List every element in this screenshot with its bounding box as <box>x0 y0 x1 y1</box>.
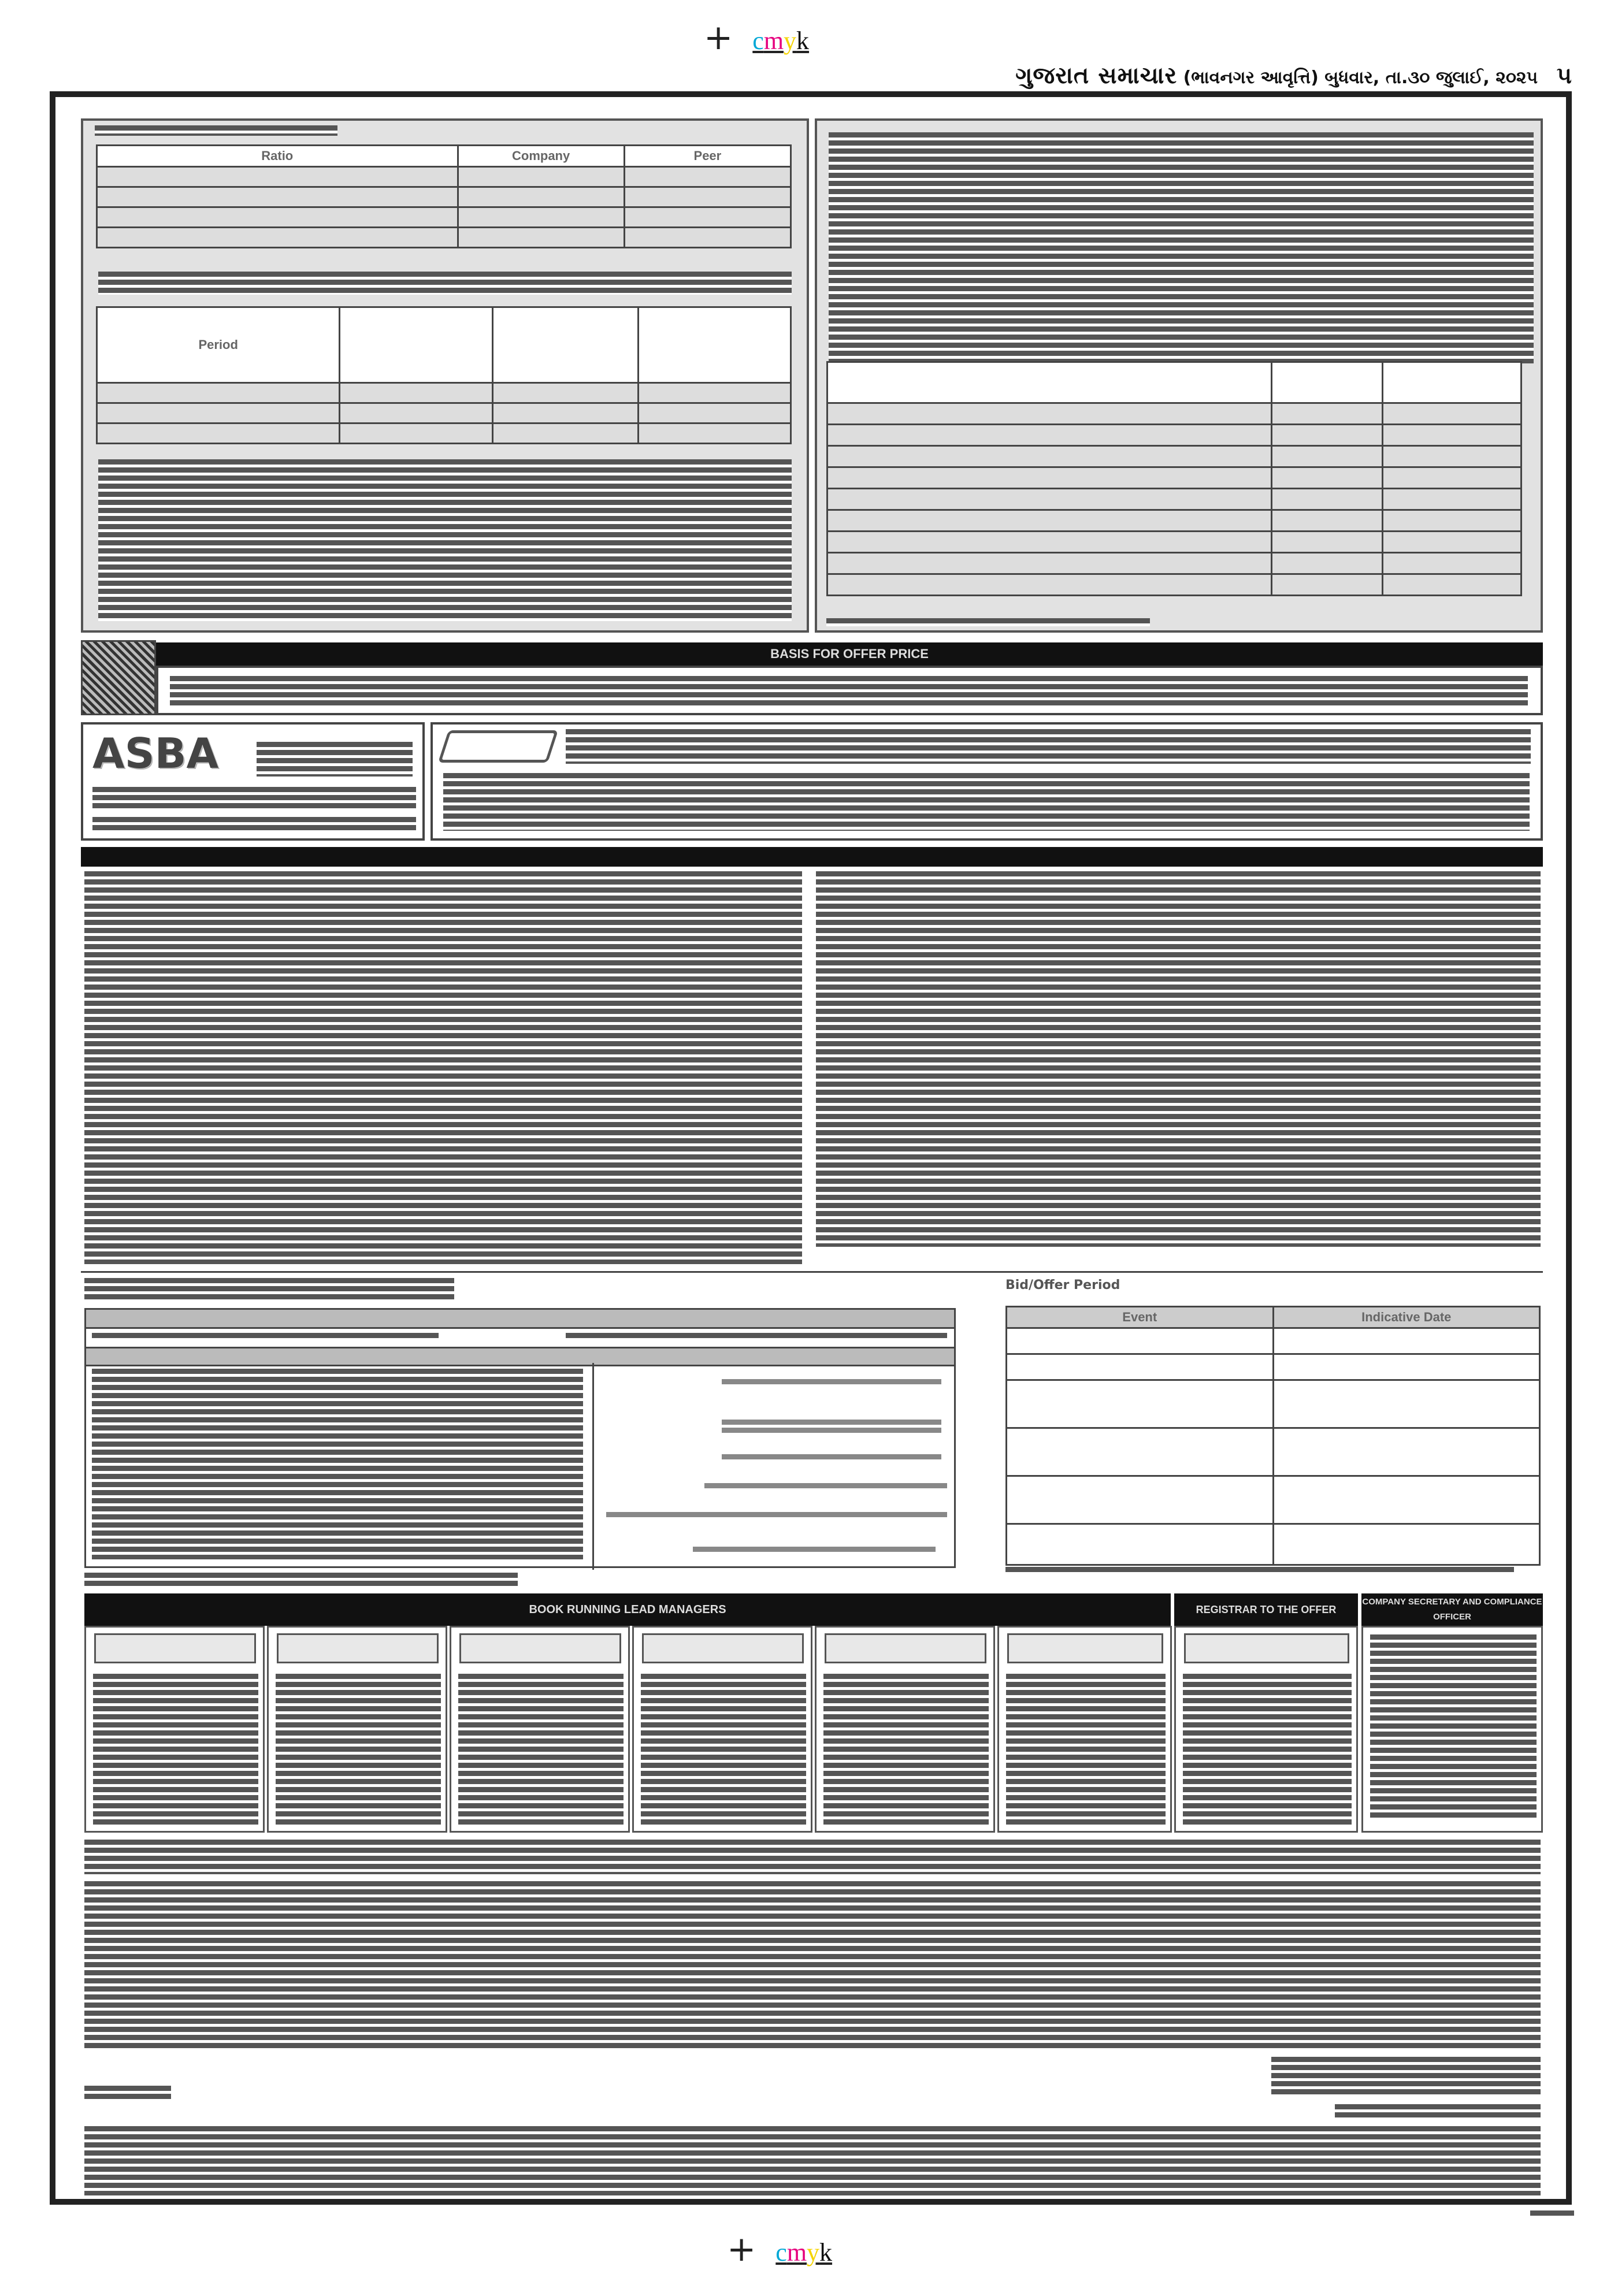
table-row <box>97 207 791 228</box>
compliance-bar: COMPANY SECRETARY AND COMPLIANCE OFFICER <box>1361 1593 1543 1626</box>
bid-period-table <box>1005 1306 1541 1566</box>
table-row <box>1007 1428 1540 1476</box>
paragraph <box>829 132 1534 363</box>
page-number: ૫ <box>1556 62 1572 89</box>
table-row <box>97 167 791 187</box>
paragraph <box>566 729 1531 764</box>
basis-notice-box <box>156 666 1543 715</box>
bid-schedule-table <box>84 1308 956 1568</box>
table-row <box>1007 1354 1540 1380</box>
brlm-card <box>815 1626 995 1833</box>
table-cell <box>693 1547 936 1555</box>
table-row <box>1007 1524 1540 1565</box>
footnote <box>84 1573 518 1589</box>
basis-for-offer-price-bar: BASIS FOR OFFER PRICE <box>156 642 1543 666</box>
table-cell <box>722 1379 941 1387</box>
notice-bar <box>81 847 1543 867</box>
brlm-logo <box>94 1633 256 1663</box>
qr-code[interactable] <box>81 640 156 715</box>
disclaimer-paragraph <box>84 2126 1541 2195</box>
asba-tagline <box>257 742 413 777</box>
table-row <box>97 187 791 207</box>
brlm-logo <box>1007 1633 1163 1663</box>
signatory <box>1335 2104 1541 2120</box>
body-text-left <box>84 871 802 1264</box>
paragraph <box>443 773 1530 831</box>
table-row <box>1007 1380 1540 1428</box>
paragraph <box>98 272 792 295</box>
brlm-logo <box>459 1633 621 1663</box>
table-header: Event Indicative Date <box>1007 1307 1540 1328</box>
section-label <box>95 125 337 136</box>
bid-period-title: Bid/Offer Period <box>1005 1278 1120 1292</box>
brlm-card <box>632 1626 812 1833</box>
brlm-details <box>641 1674 806 1826</box>
table-header: Period <box>97 307 791 383</box>
body-text-right <box>816 871 1541 1247</box>
registration-mark-top: + cmyk <box>704 17 810 58</box>
table-row <box>827 532 1521 553</box>
table-row <box>97 423 791 444</box>
table-rows <box>92 1369 583 1559</box>
registrar-logo <box>1184 1633 1349 1663</box>
registrar-bar: REGISTRAR TO THE OFFER <box>1174 1593 1358 1626</box>
footnote <box>826 618 1150 626</box>
brlm-details <box>276 1674 441 1826</box>
compliance-details <box>1370 1634 1537 1819</box>
table-row <box>827 574 1521 596</box>
table-row <box>1007 1328 1540 1354</box>
edition: (ભાવનગર આવૃત્તિ) <box>1183 68 1319 88</box>
brlm-details <box>1006 1674 1166 1826</box>
table-row <box>827 489 1521 510</box>
registration-mark-bottom: + cmyk <box>727 2229 833 2269</box>
table-row <box>92 1333 439 1341</box>
table-row <box>827 403 1521 425</box>
table-header: Ratio Company Peer <box>97 146 791 167</box>
table-header <box>86 1310 954 1329</box>
asba-box <box>81 722 425 841</box>
registrar-details <box>1183 1674 1352 1826</box>
paragraph <box>170 676 1528 706</box>
brlm-card <box>267 1626 447 1833</box>
table-cell <box>704 1483 947 1491</box>
brlm-details <box>823 1674 989 1826</box>
brlm-details <box>458 1674 624 1826</box>
table-header <box>827 362 1521 403</box>
asba-logo: ASBA <box>92 729 219 778</box>
masthead <box>1015 62 1572 89</box>
divider <box>81 1271 1543 1273</box>
table-row <box>1007 1476 1540 1524</box>
upi-logo <box>438 730 558 763</box>
table-row <box>97 383 791 403</box>
place-date <box>84 2086 171 2102</box>
brlm-card <box>450 1626 630 1833</box>
table-cell <box>722 1420 941 1436</box>
footnote <box>1005 1567 1514 1575</box>
wacp-table <box>96 306 792 444</box>
brlm-details <box>93 1674 258 1826</box>
brlm-card <box>84 1626 265 1833</box>
disclaimer-paragraph <box>84 1881 1541 2049</box>
disclaimer-paragraph <box>84 1840 1541 1874</box>
date: બુધવાર, તા.૩૦ જુલાઈ, ૨૦૨૫ <box>1324 68 1538 88</box>
registrar-card <box>1174 1626 1358 1833</box>
brlm-bar: BOOK RUNNING LEAD MANAGERS <box>84 1593 1171 1626</box>
table-row <box>97 403 791 423</box>
notes-paragraphs <box>98 459 792 621</box>
table-row <box>827 467 1521 489</box>
asba-note <box>92 817 416 833</box>
schedule-heading <box>84 1278 454 1302</box>
table-row <box>566 1333 947 1341</box>
compliance-card <box>1361 1626 1543 1833</box>
table-row <box>827 446 1521 467</box>
ratios-table <box>96 144 792 248</box>
table-cell <box>606 1512 947 1520</box>
signature-block <box>1271 2057 1541 2097</box>
upi-box <box>431 722 1543 841</box>
table-row <box>827 510 1521 532</box>
issues-table <box>826 361 1522 596</box>
newspaper-title: ગુજરાત સમાચાર <box>1015 62 1178 89</box>
table-row <box>97 228 791 248</box>
table-subheader <box>86 1347 954 1366</box>
brlm-logo <box>825 1633 986 1663</box>
table-row <box>827 425 1521 446</box>
brlm-logo <box>642 1633 804 1663</box>
ad-code <box>1530 2210 1574 2219</box>
table-cell <box>722 1454 941 1462</box>
brlm-logo <box>277 1633 439 1663</box>
table-row <box>827 553 1521 574</box>
asba-note <box>92 787 416 810</box>
brlm-card <box>997 1626 1172 1833</box>
column-divider <box>592 1363 594 1570</box>
